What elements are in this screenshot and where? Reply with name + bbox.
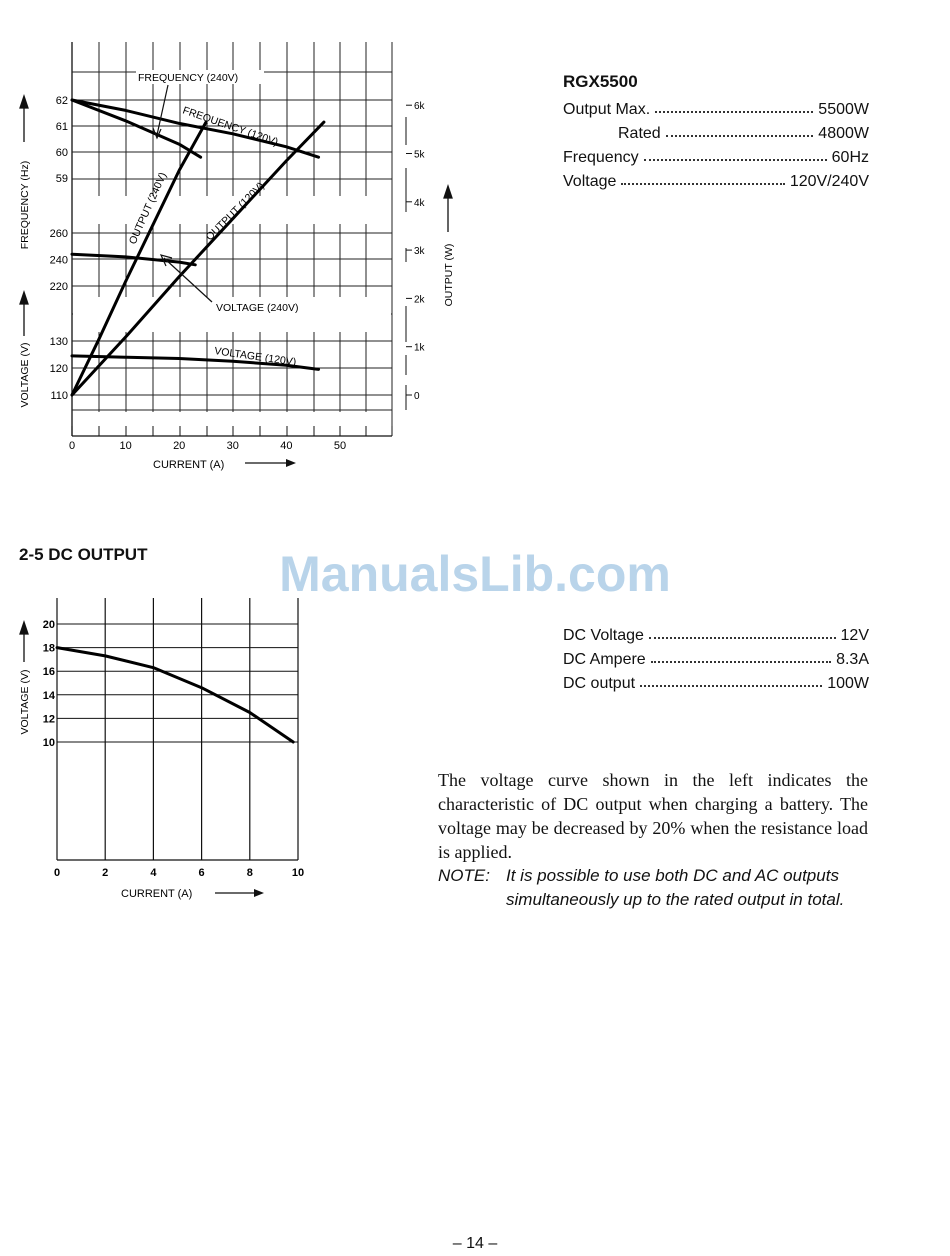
output-tick-label: 5k bbox=[414, 149, 425, 161]
leader-dots bbox=[649, 624, 836, 639]
y-tick-label: 14 bbox=[42, 689, 55, 702]
x-tick-label: 40 bbox=[280, 440, 293, 452]
output-tick-label: 3k bbox=[414, 246, 425, 258]
dc-chart-grid bbox=[57, 598, 298, 860]
frequency-tick-label: 62 bbox=[55, 95, 68, 107]
dc-description: The voltage curve shown in the left indicates the characteristic of DC output when charging a battery. The voltage may be decreased by 20% when the resistance load is applied. bbox=[438, 770, 868, 862]
spec-label: DC output bbox=[563, 675, 636, 692]
leader-dots bbox=[651, 648, 831, 663]
voltage-120-tick-label: 120 bbox=[49, 363, 68, 375]
leader-dots bbox=[666, 122, 814, 137]
y-axis-arrow bbox=[20, 622, 28, 662]
voltage-120-tick-label: 130 bbox=[49, 336, 68, 348]
spec-row-output-max bbox=[563, 98, 869, 122]
x-tick-label: 50 bbox=[333, 440, 347, 452]
spec-label: DC Ampere bbox=[563, 651, 646, 668]
x-tick-label: 6 bbox=[198, 867, 205, 879]
y-axis-title: VOLTAGE (V) bbox=[19, 669, 31, 735]
dc-spec bbox=[563, 624, 869, 696]
watermark: ManualsLib.com bbox=[279, 546, 671, 602]
voltage-240-tick-label: 240 bbox=[49, 254, 68, 267]
x-tick-label: 30 bbox=[226, 440, 239, 452]
output-tick-label: 1k bbox=[414, 342, 425, 354]
spec-value: 100W bbox=[827, 675, 869, 692]
spec-label: Voltage bbox=[563, 173, 617, 190]
dc-spec-row-voltage bbox=[563, 624, 869, 648]
series-label: OUTPUT (120V) bbox=[203, 179, 267, 244]
y-tick-label: 18 bbox=[42, 642, 55, 655]
x-tick-label: 8 bbox=[246, 867, 253, 879]
frequency-tick-label: 59 bbox=[55, 173, 68, 185]
frequency-tick-label: 61 bbox=[55, 121, 68, 133]
spec-value: 8.3A bbox=[836, 651, 869, 668]
leader-dots bbox=[644, 146, 827, 161]
grid-break bbox=[73, 412, 391, 426]
output-tick-label: 2k bbox=[414, 294, 425, 306]
output-tick-label: 6k bbox=[414, 101, 425, 113]
x-tick-label: 10 bbox=[291, 867, 305, 879]
x-tick-label: 4 bbox=[150, 867, 157, 879]
series-label: VOLTAGE (240V) bbox=[216, 302, 299, 314]
leader-dots bbox=[655, 98, 813, 113]
dc-spec-row-ampere bbox=[563, 648, 869, 672]
voltage-axis-arrow bbox=[20, 292, 28, 336]
voltage-240-tick-label: 260 bbox=[49, 228, 68, 240]
spec-value: 5500W bbox=[818, 101, 869, 118]
spec-label: Rated bbox=[618, 125, 661, 142]
x-tick-label: 20 bbox=[173, 440, 186, 452]
x-axis-arrowhead bbox=[254, 889, 264, 897]
leader-line bbox=[157, 85, 168, 135]
series-line bbox=[72, 100, 201, 157]
voltage-120-tick-label: 110 bbox=[50, 390, 68, 402]
note-text: It is possible to use both DC and AC outputs simultaneously up to the rated output in total. bbox=[506, 866, 845, 909]
spec-value: 12V bbox=[840, 627, 869, 644]
ac-chart-ticks bbox=[50, 95, 426, 452]
series-label: OUTPUT (240V) bbox=[126, 170, 170, 247]
x-tick-label: 0 bbox=[53, 867, 61, 879]
spec-row-rated bbox=[563, 122, 869, 146]
y-tick-label: 20 bbox=[42, 619, 55, 631]
x-axis-title: CURRENT (A) bbox=[121, 888, 193, 900]
output-axis-title: OUTPUT (W) bbox=[443, 243, 455, 307]
spec-label: Frequency bbox=[563, 149, 639, 166]
y-tick-label: 12 bbox=[42, 713, 55, 726]
series-label: VOLTAGE (120V) bbox=[213, 345, 297, 369]
y-tick-label: 16 bbox=[42, 666, 55, 679]
ac-chart-grid bbox=[72, 42, 392, 436]
frequency-axis-arrow bbox=[20, 96, 28, 142]
dc-output-chart bbox=[0, 590, 340, 910]
spec-value: 4800W bbox=[818, 125, 869, 142]
dc-spec-row-output bbox=[563, 672, 869, 696]
spec-row-voltage bbox=[563, 170, 869, 194]
leader-dots bbox=[621, 170, 784, 185]
x-tick-label: 0 bbox=[68, 440, 76, 452]
output-axis-arrow bbox=[444, 186, 452, 232]
note bbox=[438, 864, 868, 912]
series-label: FREQUENCY (240V) bbox=[138, 72, 239, 84]
rgx5500-spec bbox=[563, 72, 869, 194]
leader-dots bbox=[640, 672, 822, 687]
spec-row-frequency bbox=[563, 146, 869, 170]
spec-value: 120V/240V bbox=[789, 173, 869, 190]
x-axis-title: CURRENT (A) bbox=[153, 459, 225, 471]
frequency-tick-label: 60 bbox=[55, 147, 68, 159]
series-label: FREQUENCY (120V) bbox=[181, 104, 280, 149]
output-tick-label: 0 bbox=[414, 391, 420, 402]
frequency-axis-title: FREQUENCY (Hz) bbox=[19, 160, 31, 250]
x-axis-arrowhead bbox=[286, 459, 296, 467]
ac-chart-curves bbox=[72, 100, 324, 395]
spec-value: 60Hz bbox=[831, 149, 869, 166]
voltage-axis-title: VOLTAGE (V) bbox=[19, 342, 31, 408]
x-tick-label: 10 bbox=[119, 440, 132, 452]
spec-label: DC Voltage bbox=[563, 627, 644, 644]
voltage-240-tick-label: 220 bbox=[49, 281, 68, 293]
output-tick-label: 4k bbox=[414, 197, 425, 209]
page-number: – 14 – bbox=[452, 1235, 498, 1252]
section-heading: 2-5 DC OUTPUT bbox=[19, 545, 148, 564]
ac-chart-labels bbox=[19, 70, 455, 471]
y-tick-label: 10 bbox=[42, 737, 55, 749]
note-label: NOTE: bbox=[438, 866, 490, 885]
x-tick-label: 2 bbox=[102, 867, 109, 879]
spec-label: Output Max. bbox=[563, 101, 651, 118]
dc-chart-ticks bbox=[43, 619, 304, 879]
ac-output-chart bbox=[0, 0, 470, 490]
spec-title: RGX5500 bbox=[563, 72, 638, 91]
